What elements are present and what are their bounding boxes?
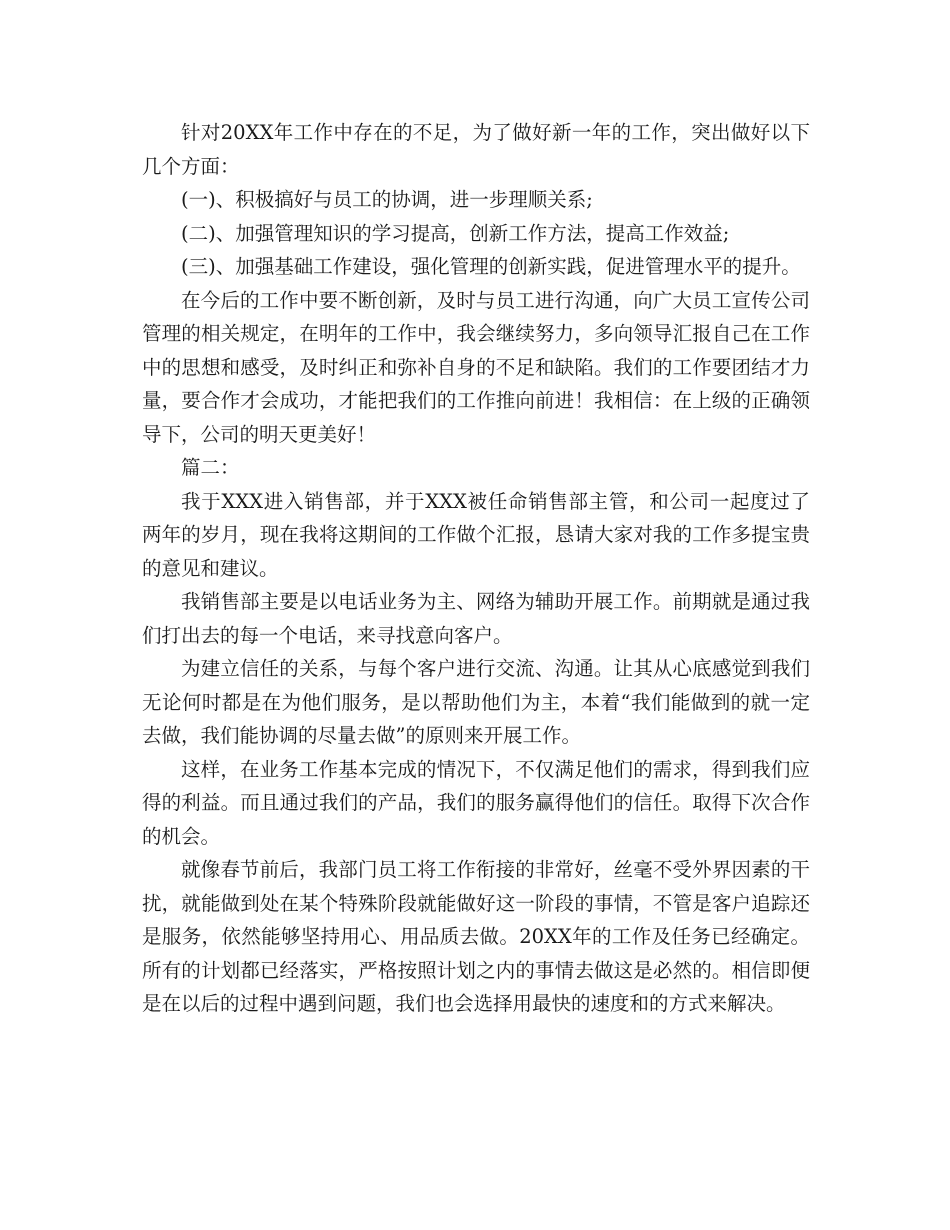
paragraph-future-work: 在今后的工作中要不断创新，及时与员工进行沟通，向广大员工宣传公司管理的相关规定，在明年的工作中，我会继续努力，多向领导汇报自己在工作中的思想和感受，及时纠正和弥补自身的不足和缺陷。我们的工作要团结才力量，要合作才会成功，才能把我们的工作推向前进！我相信：在上级的正确领导下，公司的明天更美好！ — [142, 288, 810, 446]
paragraph-improvement-intro: 针对20XX年工作中存在的不足，为了做好新一年的工作，突出做好以下几个方面： — [142, 121, 810, 178]
paragraph-item-one: (一)、积极搞好与员工的协调，进一步理顺关系; — [181, 188, 593, 211]
section-heading-part-two: 篇二： — [181, 456, 240, 479]
document-body — [142, 116, 810, 1021]
paragraph-sales-method: 我销售部主要是以电话业务为主、网络为辅助开展工作。前期就是通过我们打出去的每一个电话，来寻找意向客户。 — [142, 590, 810, 647]
paragraph-trust-building: 为建立信任的关系，与每个客户进行交流、沟通。让其从心底感觉到我们无论何时都是在为他们服务，是以帮助他们为主，本着“我们能做到的就一定去做，我们能协调的尽量去做”的原则来开展工作。 — [142, 657, 810, 747]
paragraph-item-two: (二)、加强管理知识的学习提高，创新工作方法，提高工作效益; — [181, 221, 730, 245]
paragraph-business-results: 这样，在业务工作基本完成的情况下，不仅满足他们的需求，得到我们应得的利益。而且通过我们的产品，我们的服务赢得他们的信任。取得下次合作的机会。 — [142, 757, 810, 848]
paragraph-sales-intro: 我于XXX进入销售部，并于XXX被任命销售部主管，和公司一起度过了两年的岁月，现在我将这期间的工作做个汇报，恳请大家对我的工作多提宝贵的意见和建议。 — [142, 489, 810, 580]
paragraph-spring-festival: 就像春节前后，我部门员工将工作衔接的非常好，丝毫不受外界因素的干扰，就能做到处在某个特殊阶段就能做好这一阶段的事情，不管是客户追踪还是服务，依然能够坚持用心、用品质去做。20XX年的工作及任务已经确定。所有的计划都已经落实，严格按照计划之内的事情去做这是必然的。相信即便是在以后的过程中遇到问题，我们也会选择用最快的速度和的方式来解决。 — [142, 858, 810, 1015]
paragraph-item-three: (三)、加强基础工作建设，强化管理的创新实践，促进管理水平的提升。 — [181, 255, 801, 278]
